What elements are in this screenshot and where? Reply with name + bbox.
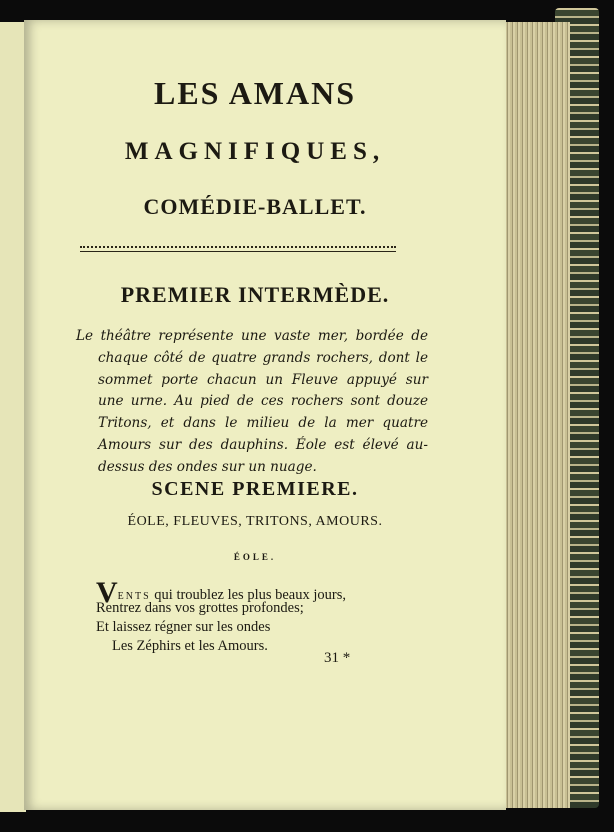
page-subtitle: MAGNIFIQUES, bbox=[124, 138, 386, 165]
ornamental-rule bbox=[80, 246, 396, 252]
scene-heading: SCENE PREMIERE. bbox=[151, 478, 359, 500]
intermede-heading: PREMIER INTERMÈDE. bbox=[120, 282, 390, 307]
verse-line-2: Rentrez dans vos grottes profondes; bbox=[96, 600, 304, 616]
genre-heading: COMÉDIE-BALLET. bbox=[143, 194, 367, 219]
verse-line-4: Les Zéphirs et les Amours. bbox=[112, 638, 268, 654]
verse-text: qui troublez les plus beaux jours, bbox=[150, 587, 346, 603]
book-page bbox=[24, 20, 506, 810]
speaker-name: ÉOLE. bbox=[233, 552, 277, 562]
stage-direction: Le théâtre représente une vaste mer, bordée de chaque côté de quatre grands rochers, dont le sommet porte chacun un Fleuve appuyé sur une urne. Au pied de ces rochers sont douze Tritons, et dans le milieu de la mer quatre Amours sur des dauphins. Éole est élevé au-dessus des ondes sur un nuage. bbox=[76, 328, 428, 475]
small-caps: ENTS bbox=[117, 591, 151, 602]
page-edges bbox=[500, 22, 570, 808]
character-list: ÉOLE, FLEUVES, TRITONS, AMOURS. bbox=[127, 514, 383, 529]
page-title: LES AMANS bbox=[153, 75, 357, 111]
drop-cap: V bbox=[96, 576, 118, 609]
signature-mark: 31 * bbox=[324, 650, 351, 666]
verse-line-3: Et laissez régner sur les ondes bbox=[96, 619, 271, 635]
